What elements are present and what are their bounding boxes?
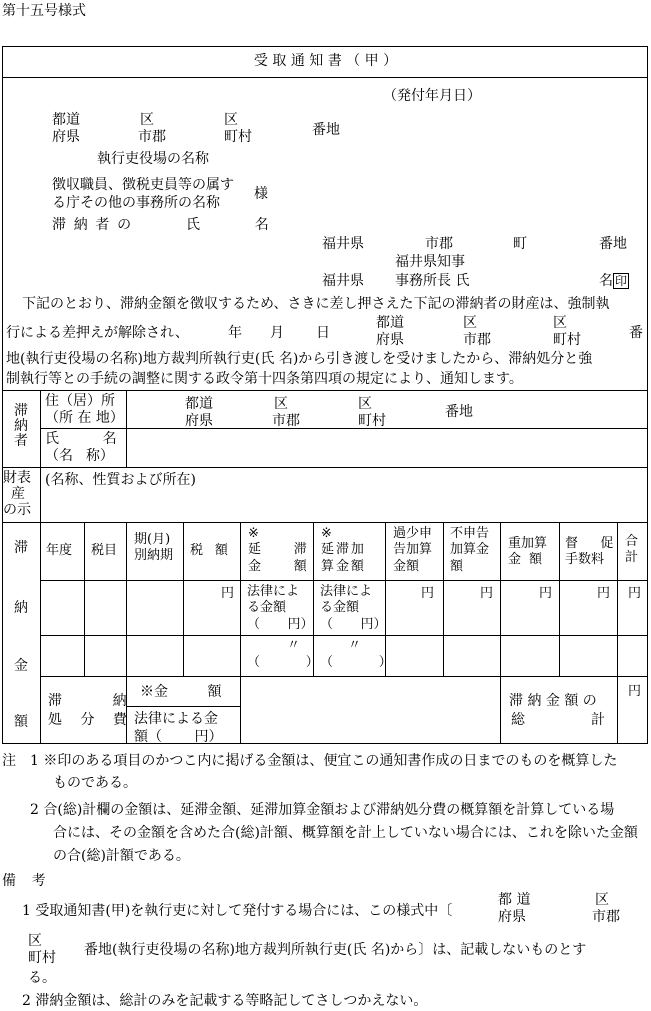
- arrears-label-4: 額: [14, 714, 28, 730]
- disposal-amount: ※金 額: [140, 684, 222, 700]
- arrears-label-1: 滞: [14, 540, 28, 556]
- divider: [84, 522, 85, 676]
- sender-office-chief: 事務所長 氏: [395, 273, 470, 289]
- yen-unit: 円: [480, 586, 494, 601]
- divider: [40, 676, 648, 677]
- yen-unit: 円: [421, 586, 435, 601]
- address-town: 区 町村: [358, 396, 386, 429]
- remark1-town: 区 町村: [28, 933, 56, 966]
- divider: [2, 77, 648, 78]
- recipient-pref: 都道 府県: [52, 112, 80, 145]
- yen-unit: 円: [221, 586, 235, 601]
- divider: [126, 706, 240, 707]
- header-period: 期(月) 別納期: [134, 532, 174, 563]
- staff-office-line1: 徴収職員、徴税吏員等の属す: [52, 177, 234, 193]
- body-town: 区 町村: [553, 315, 581, 348]
- seal-stamp: 印: [615, 274, 628, 288]
- grand-total-label: 滞 納 金 額 の 総 計: [509, 693, 606, 728]
- property-label: 財表 産 の示: [3, 470, 31, 518]
- sender-town: 町: [513, 236, 527, 252]
- recipient-town: 区 町村: [224, 112, 252, 145]
- divider: [2, 467, 648, 468]
- sender-city: 市郡: [425, 236, 453, 252]
- remark1-line3: る。: [28, 970, 56, 986]
- body-year: 年: [228, 325, 242, 341]
- header-nondeclaration: 不申告 加算金 額: [450, 526, 490, 574]
- header-delay: ※ 延 滞 金 額: [248, 526, 307, 574]
- divider: [126, 390, 127, 467]
- yen-unit: 円: [628, 586, 642, 601]
- body-line4: 制執行等との手続の調整に関する政令第十四条第四項の規定により、通知します。: [6, 371, 523, 387]
- remark1-line2: 番地(執行吏役場の名称)地方裁判所執行吏(氏 名)から〕は、記載しないものとす: [84, 942, 587, 958]
- note2-line3: の合(総)計額である。: [53, 848, 190, 864]
- address-banchi: 番地: [445, 404, 473, 420]
- divider: [617, 522, 618, 743]
- note2-line1: 2 合(総)計欄の金額は、延滞金額、延滞加算金額および滞納処分費の概算額を計算している場: [30, 802, 615, 818]
- divider: [40, 635, 648, 636]
- taxpayer-label: 滞納者: [14, 403, 28, 449]
- delay-add-ditto: 〃 （ ）: [320, 638, 392, 670]
- yen-unit: 円: [539, 586, 553, 601]
- recipient-city: 区 市郡: [138, 112, 166, 145]
- property-desc: (名称、性質および所在): [45, 472, 196, 488]
- note-title: 注: [2, 753, 16, 769]
- sender-pref: 福井県: [322, 236, 364, 252]
- body-day: 日: [316, 325, 330, 341]
- form-number: 第十五号様式: [2, 3, 86, 19]
- office-name-label: 執行吏役場の名称: [97, 151, 209, 167]
- sender-governor: 福井県知事: [395, 254, 465, 270]
- body-pref: 都道 府県: [376, 315, 404, 348]
- address-label: 住（居）所 （所 在 地）: [45, 393, 124, 426]
- header-heavy: 重加算 金 額: [508, 536, 548, 567]
- note1-line2: ものである。: [53, 775, 137, 791]
- divider: [2, 522, 648, 523]
- body-city: 区 市郡: [463, 315, 491, 348]
- address-pref: 都道 府県: [185, 396, 213, 429]
- divider: [500, 522, 501, 743]
- arrears-label-2: 納: [14, 600, 28, 616]
- sender-name: 名 印: [599, 273, 628, 289]
- honorific-sama: 様: [254, 186, 268, 202]
- divider: [40, 390, 41, 743]
- body-line2: 行による差押えが解除され、: [6, 325, 189, 341]
- remark2: 2 滞納金額は、総計のみを記載する等略記してさしつかえない。: [22, 993, 428, 1009]
- divider: [183, 522, 184, 676]
- divider: [40, 428, 648, 429]
- note1-line1: 1 ※印のある項目のかつこ内に掲げる金額は、便宜この通知書作成の日までのものを概算した: [30, 753, 618, 769]
- divider: [2, 390, 648, 391]
- remarks-title: 備 考: [2, 873, 46, 889]
- remark1-pref: 都 道 府県: [498, 892, 531, 925]
- header-delay-add: ※ 延滞加 算金額: [321, 526, 366, 574]
- issue-date: （発付年月日）: [383, 88, 481, 104]
- arrears-label-3: 金: [14, 658, 28, 674]
- body-ban: 番: [629, 325, 643, 341]
- divider: [40, 580, 648, 581]
- body-line3: 地(執行吏役場の名称)地方裁判所執行吏(氏 名)から引き渡しを受けましたから、滞納処分と強: [6, 351, 593, 367]
- address-city: 区 市郡: [272, 396, 300, 429]
- body-month: 月: [270, 325, 284, 341]
- delay-legal-amount: 法律によ る金額 （ 円）: [247, 584, 314, 632]
- header-total: 合 計: [625, 534, 639, 565]
- recipient-banchi: 番地: [312, 122, 340, 138]
- header-fee: 督 促 手数料: [565, 536, 614, 567]
- staff-office-line2: る庁その他の事務所の名称: [52, 195, 220, 211]
- delay-ditto: 〃 （ ）: [247, 638, 319, 670]
- disposal-label: 滞 納 処 分 費: [48, 693, 127, 728]
- divider: [240, 522, 241, 743]
- sender-banchi: 番地: [599, 236, 627, 252]
- header-year: 年度: [46, 543, 73, 558]
- remark1-city: 区 市郡: [592, 892, 620, 925]
- header-underreport: 過少申 告加算 金額: [393, 526, 433, 574]
- divider: [559, 522, 560, 676]
- divider: [443, 522, 444, 676]
- header-amount: 税 額: [190, 543, 228, 558]
- yen-unit: 円: [628, 684, 642, 699]
- form-title: 受 取 通 知 書 （ 甲 ）: [253, 53, 398, 69]
- remark1-line1: 1 受取通知書(甲)を執行吏に対して発付する場合には、この様式中〔: [22, 903, 453, 919]
- delay-add-legal-amount: 法律によ る金額 （ 円）: [320, 584, 387, 632]
- sender-pref-2: 福井県: [322, 273, 364, 289]
- body-line1: 下記のとおり、滞納金額を徴収するため、さきに差し押さえた下記の滞納者の財産は、強制執: [22, 296, 610, 312]
- header-tax: 税目: [91, 543, 118, 558]
- disposal-legal-amount: 法律による金 額（ 円）: [134, 711, 223, 745]
- delinquent-name-label: 滞納者の 氏 名: [52, 217, 277, 233]
- yen-unit: 円: [597, 586, 611, 601]
- note2-line2: 合には、その金額を含めた合(総)計額、概算額を計上していない場合には、これを除いた金額: [53, 825, 638, 841]
- name-label: 氏 名 （名 称）: [45, 431, 117, 464]
